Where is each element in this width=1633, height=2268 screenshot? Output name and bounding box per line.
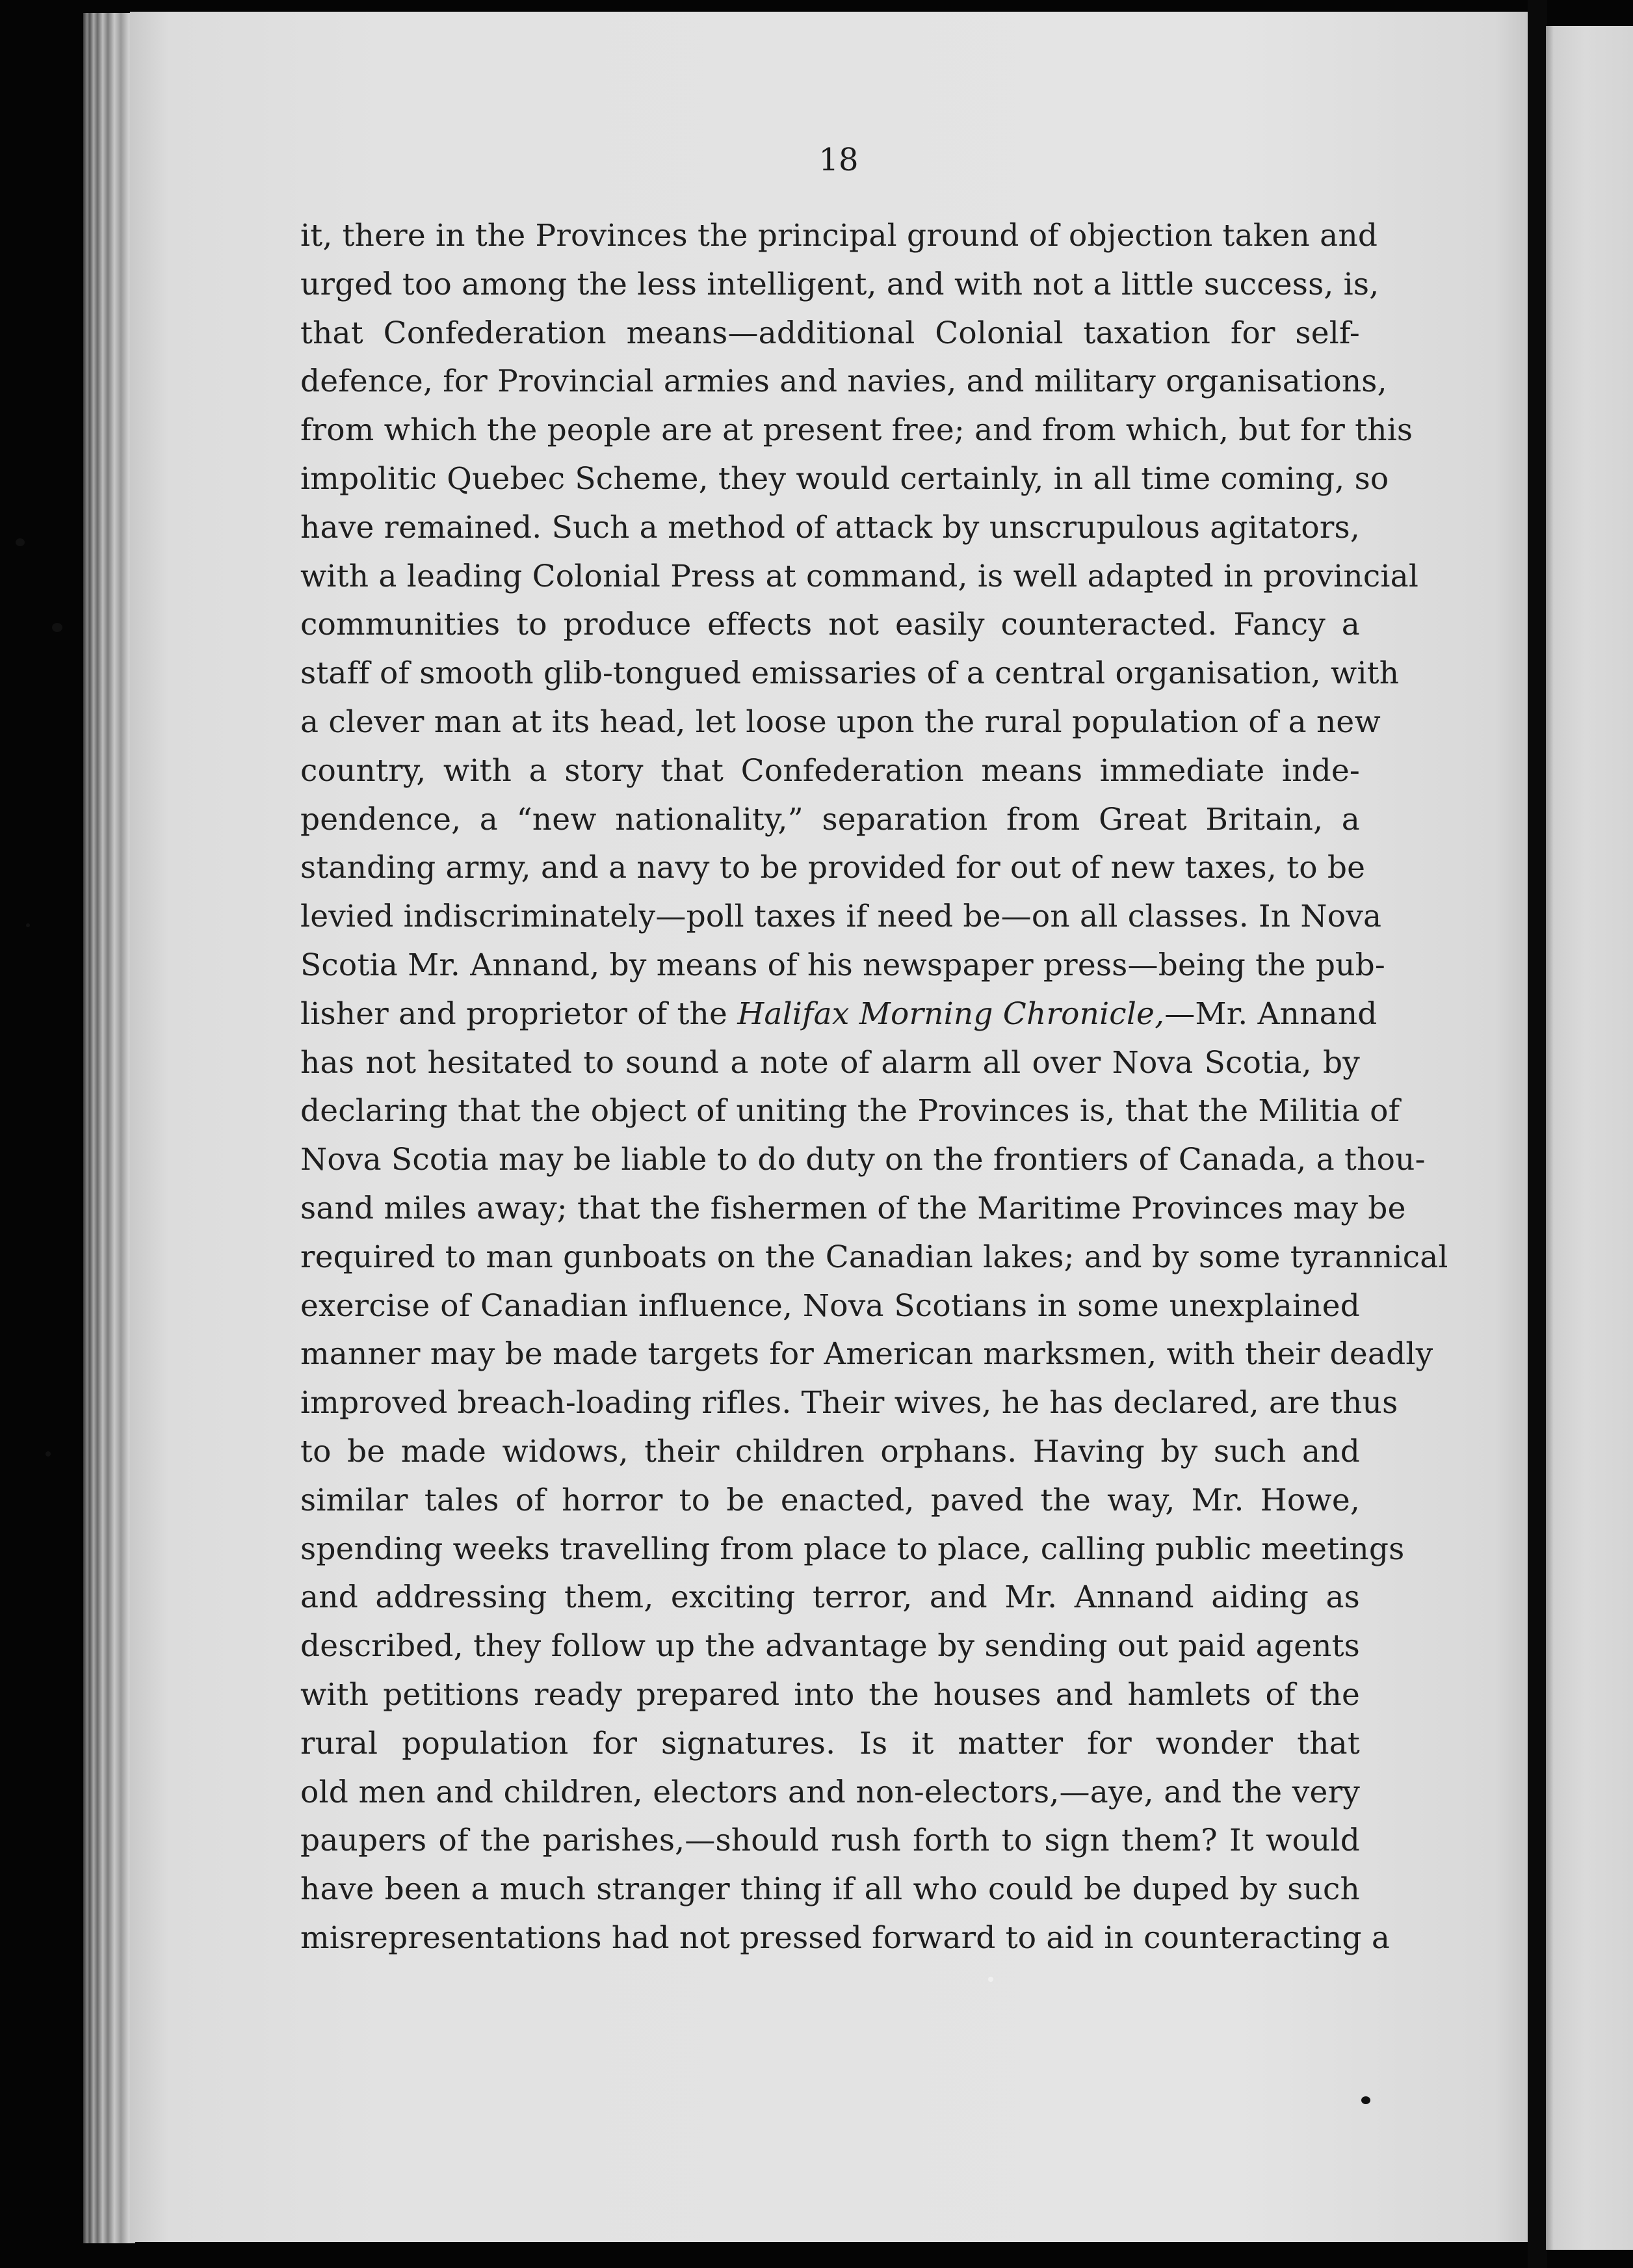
text-line: communities to produce effects not easily counteracted. Fancy a [300,607,1360,643]
text-line: standing army, and a navy to be provided for out of new taxes, to be [300,850,1366,886]
text-line: spending weeks travelling from place to place, calling public meetings [300,1531,1405,1567]
page-edge-stack [83,13,135,2243]
newspaper-title: Halifax Morning Chronicle, [737,996,1165,1032]
binding-gutter [1528,0,1547,2268]
text-line: described, they follow up the advantage by sending out paid agents [300,1628,1360,1665]
text-line: with petitions ready prepared into the houses and hamlets of the [300,1676,1360,1713]
text-line: improved breach-loading rifles. Their wives, he has declared, are thus [300,1385,1398,1421]
text-segment: lisher and proprietor of the [300,996,738,1032]
text-line: have remained. Such a method of attack by unscrupulous agitators, [300,509,1360,546]
text-line: manner may be made targets for American marksmen, with their deadly [300,1336,1433,1373]
text-line: a clever man at its head, let loose upon the rural population of a new [300,704,1381,740]
text-line: old men and children, electors and non-electors,—aye, and the very [300,1774,1360,1810]
body-text [300,212,1448,1963]
text-segment: —Mr. Annand [1164,996,1378,1032]
text-line: country, with a story that Confederation means immediate inde- [300,752,1360,789]
scan-speck [988,1977,993,1982]
text-line: have been a much stranger thing if all who could be duped by such [300,1871,1360,1908]
text-line: rural population for signatures. Is it matter for wonder that [300,1725,1360,1761]
text-line: pendence, a “new nationality,” separation from Great Britain, a [300,801,1360,837]
text-line: to be made widows, their children orphans. Having by such and [300,1433,1360,1470]
text-line: Nova Scotia may be liable to do duty on the frontiers of Canada, a thou- [300,1142,1426,1178]
scan-speck [16,538,25,546]
text-line: defence, for Provincial armies and navies, and military organisations, [300,363,1387,400]
text-line: staff of smooth glib-tongued emissaries of a central organisation, with [300,655,1400,692]
scan-speck [52,623,62,632]
text-line: levied indiscriminately—poll taxes if need be—on all classes. In Nova [300,899,1382,935]
text-line: with a leading Colonial Press at command, is well adapted in provincial [300,558,1419,594]
scan-speck [46,1451,51,1457]
text-line: impolitic Quebec Scheme, they would certainly, in all time coming, so [300,460,1389,497]
text-line: similar tales of horror to be enacted, paved the way, Mr. Howe, [300,1482,1360,1518]
text-line: it, there in the Provinces the principal ground of objection taken and [300,218,1378,254]
text-line: misrepresentations had not pressed forward to aid in counteracting a [300,1919,1391,1956]
text-line: Scotia Mr. Annand, by means of his newspaper press—being the pub- [300,947,1385,983]
text-line: and addressing them, exciting terror, and Mr. Annand aiding as [300,1579,1360,1616]
text-line: has not hesitated to sound a note of alarm all over Nova Scotia, by [300,1044,1360,1081]
scan-speck [26,923,30,927]
text-line: paupers of the parishes,—should rush forth to sign them? It would [300,1823,1360,1859]
text-line: that Confederation means—additional Colonial taxation for self- [300,315,1360,351]
page-number: 18 [818,142,859,178]
text-line: required to man gunboats on the Canadian lakes; and by some tyrannical [300,1239,1448,1275]
text-line: urged too among the less intelligent, and with not a little success, is, [300,266,1379,302]
text-line: declaring that the object of uniting the Provinces is, that the Militia of [300,1093,1400,1129]
text-line: exercise of Canadian influence, Nova Scotians in some unexplained [300,1287,1360,1324]
text-line: from which the people are at present free; and from which, but for this [300,412,1413,449]
text-line: sand miles away; that the fishermen of the Maritime Provinces may be [300,1190,1406,1226]
text-line [300,990,1378,1039]
scan-speck [1361,2096,1370,2104]
facing-page-edge [1546,26,1633,2250]
